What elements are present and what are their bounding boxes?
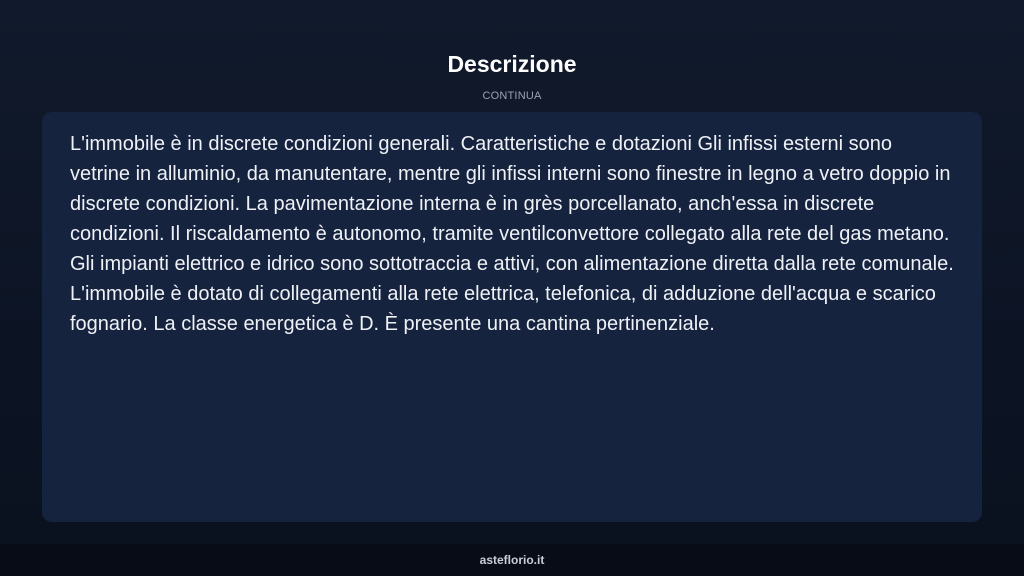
footer-site-name: asteflorio.it [479, 553, 545, 567]
page-title: Descrizione [447, 51, 577, 77]
continue-label: CONTINUA [482, 90, 542, 102]
description-text: L'immobile è in discrete condizioni generali. Caratteristiche e dotazioni Gli infissi esterni sono vetrine in alluminio, da manutentare, mentre gli infissi interni sono finestre in legno a vetro doppio in discrete condizioni. La pavimentazione interna è in grès porcellanato, anch'essa in discrete condizioni. Il riscaldamento è autonomo, tramite ventilconvettore collegato alla rete del gas metano. Gli impianti elettrico e idrico sono sottotraccia e attivi, con alimentazione diretta dalla rete comunale. L'immobile è dotato di collegamenti alla rete elettrica, telefonica, di adduzione dell'acqua e scarico fognario. La classe energetica è D. È presente una cantina pertinenziale. [70, 133, 954, 335]
footer-bar [0, 544, 1024, 576]
description-card [42, 112, 982, 522]
